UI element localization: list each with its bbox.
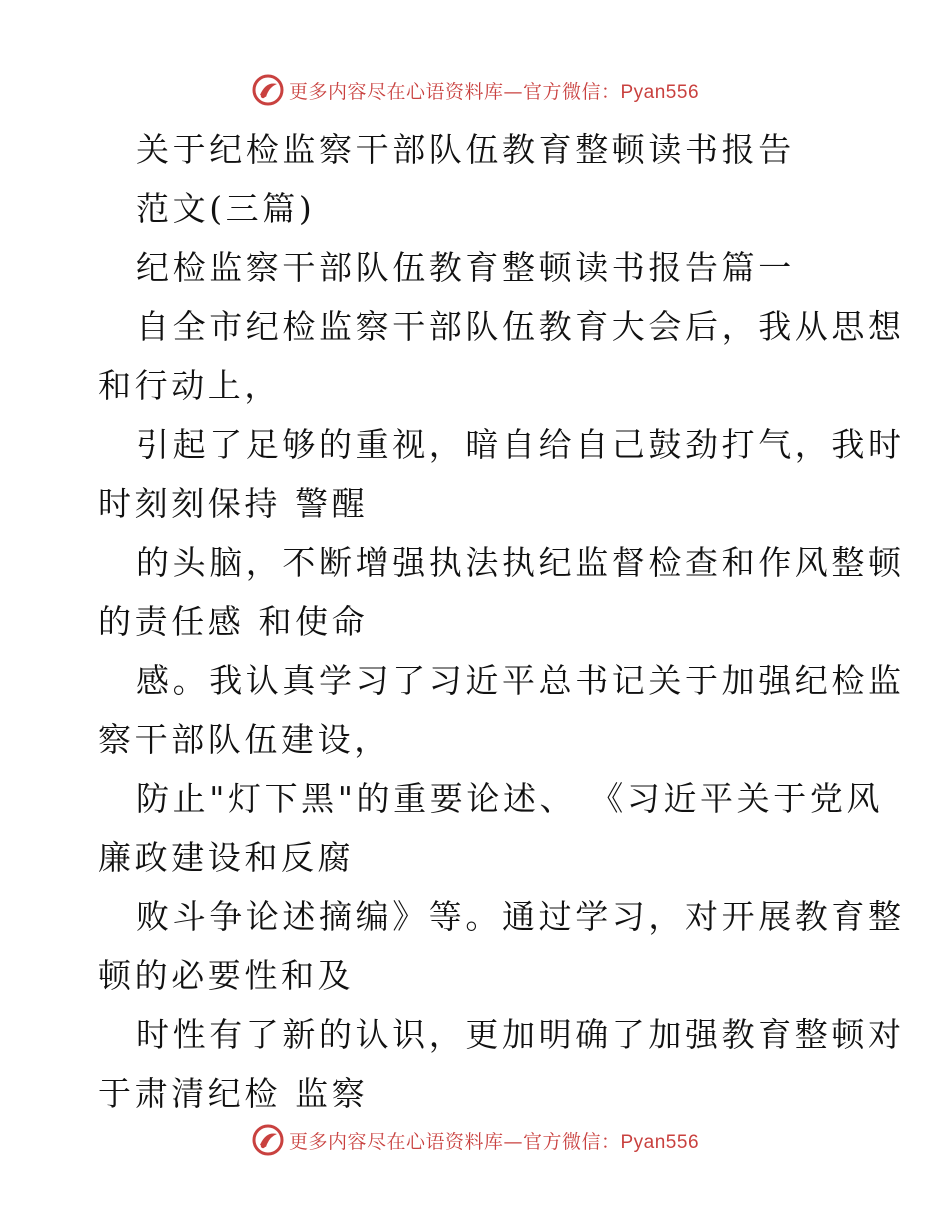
footer-banner-wechat: Pyan556 bbox=[620, 1131, 700, 1153]
red-circle-logo-icon bbox=[251, 73, 285, 107]
text-line: 于肃清纪检 监察 bbox=[98, 1074, 369, 1113]
footer-banner bbox=[0, 1122, 950, 1158]
header-banner-wechat: Pyan556 bbox=[620, 81, 700, 103]
red-circle-logo-icon bbox=[251, 1123, 285, 1157]
text-line: 察干部队伍建设， bbox=[98, 720, 391, 759]
footer-banner-label: 更多内容尽在心语资料库—官方微信： bbox=[288, 1130, 621, 1153]
text-line: 的头脑，不断增强执法执纪监督检查和作风整顿 bbox=[136, 543, 905, 582]
doc-title-line-2: 范文(三篇) bbox=[136, 189, 316, 228]
text-line: 败斗争论述摘编》等。通过学习，对开展教育整 bbox=[136, 897, 905, 936]
text-line: 感。我认真学习了习近平总书记关于加强纪检监 bbox=[136, 661, 905, 700]
text-line: 引起了足够的重视，暗自给自己鼓劲打气，我时 bbox=[136, 425, 905, 464]
text-line: 时性有了新的认识，更加明确了加强教育整顿对 bbox=[136, 1015, 905, 1054]
document-body bbox=[98, 120, 905, 1123]
header-banner bbox=[0, 72, 950, 108]
text-line: 顿的必要性和及 bbox=[98, 956, 355, 995]
footer-banner-text bbox=[289, 1127, 699, 1154]
text-line: 时刻刻保持 警醒 bbox=[98, 484, 369, 523]
text-line: 廉政建设和反腐 bbox=[98, 838, 355, 877]
text-line: 防止"灯下黑"的重要论述、 《习近平关于党风 bbox=[136, 779, 884, 818]
text-line: 的责任感 和使命 bbox=[98, 602, 369, 641]
text-line: 和行动上， bbox=[98, 366, 281, 405]
header-banner-text bbox=[289, 77, 699, 104]
text-line: 自全市纪检监察干部队伍教育大会后，我从思想 bbox=[136, 307, 905, 346]
doc-title-line-1: 关于纪检监察干部队伍教育整顿读书报告 bbox=[136, 130, 795, 169]
header-banner-label: 更多内容尽在心语资料库—官方微信： bbox=[288, 80, 621, 103]
section-heading: 纪检监察干部队伍教育整顿读书报告篇一 bbox=[136, 248, 795, 287]
